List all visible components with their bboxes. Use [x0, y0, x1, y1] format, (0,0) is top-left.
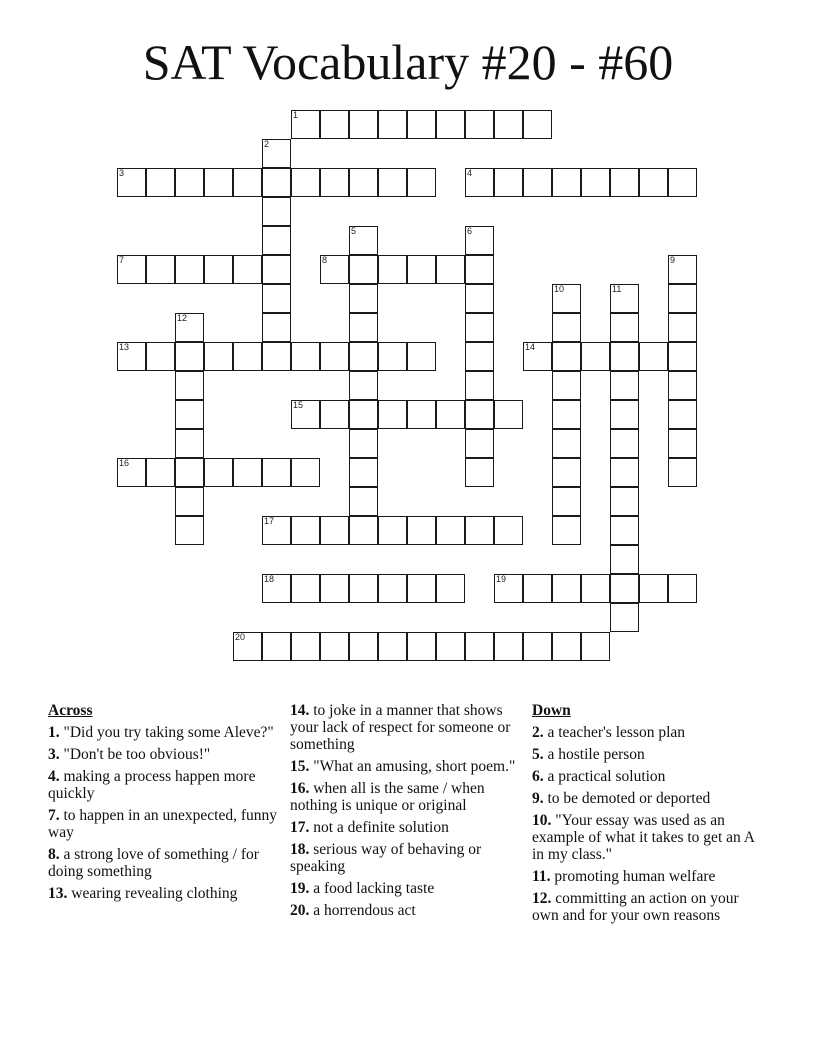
grid-cell[interactable] — [552, 371, 581, 400]
grid-cell[interactable] — [523, 110, 552, 139]
clue-item — [290, 758, 520, 775]
grid-cell[interactable] — [465, 429, 494, 458]
clue-number: 11 — [612, 284, 622, 294]
clues-column-across — [48, 702, 278, 907]
clue-number: 16 — [119, 458, 130, 468]
clue-item — [532, 868, 762, 885]
grid-cell[interactable] — [668, 313, 697, 342]
grid-cell[interactable] — [523, 632, 552, 661]
clue-number: 6 — [467, 226, 473, 236]
clue-number: 7 — [119, 255, 125, 265]
grid-cell[interactable] — [465, 371, 494, 400]
grid-cell[interactable] — [668, 168, 697, 197]
across-heading: Across — [48, 702, 93, 719]
clues-column-across-continued — [290, 702, 520, 924]
grid-cell[interactable] — [610, 284, 639, 313]
clue-item-number: 5. — [532, 746, 544, 763]
clue-item — [290, 902, 520, 919]
grid-cell[interactable] — [262, 313, 291, 342]
grid-cell[interactable] — [204, 168, 233, 197]
grid-cell[interactable] — [407, 168, 436, 197]
puzzle-title: SAT Vocabulary #20 - #60 — [142, 34, 674, 90]
clue-item — [48, 768, 278, 802]
grid-cell[interactable] — [668, 458, 697, 487]
grid-cell[interactable] — [378, 168, 407, 197]
grid-cell[interactable] — [552, 632, 581, 661]
grid-cell[interactable] — [349, 168, 378, 197]
grid-cell[interactable] — [175, 400, 204, 429]
clue-item — [290, 841, 520, 875]
clue-item-number: 1. — [48, 724, 60, 741]
clue-item — [290, 702, 520, 753]
grid-cell[interactable] — [117, 168, 146, 197]
grid-cell[interactable] — [117, 458, 146, 487]
grid-cell[interactable] — [291, 458, 320, 487]
grid-cell[interactable] — [349, 458, 378, 487]
grid-cell[interactable] — [407, 255, 436, 284]
grid-cell[interactable] — [407, 516, 436, 545]
grid-cell[interactable] — [291, 632, 320, 661]
clue-number: 19 — [496, 574, 507, 584]
down-heading: Down — [532, 702, 571, 719]
grid-cell[interactable] — [262, 255, 291, 284]
grid-cell[interactable] — [262, 197, 291, 226]
grid-cell[interactable] — [233, 342, 262, 371]
grid-cell[interactable] — [320, 516, 349, 545]
grid-cell[interactable] — [349, 371, 378, 400]
grid-cell[interactable] — [668, 342, 697, 371]
clue-number: 4 — [467, 168, 473, 178]
grid-cell[interactable] — [291, 342, 320, 371]
grid-cell[interactable] — [407, 342, 436, 371]
clue-item-text: wearing revealing clothing — [67, 885, 238, 902]
grid-cell[interactable] — [552, 516, 581, 545]
clue-item-text: to happen in an unexpected, funny way — [48, 807, 277, 841]
grid-cell[interactable] — [320, 110, 349, 139]
clue-item-text: "Your essay was used as an example of what it takes to get an A in my class." — [532, 812, 755, 863]
grid-cell[interactable] — [175, 487, 204, 516]
grid-cell[interactable] — [233, 458, 262, 487]
clue-number: 13 — [119, 342, 130, 352]
grid-cell[interactable] — [552, 284, 581, 313]
grid-cell[interactable] — [378, 255, 407, 284]
grid-cell[interactable] — [465, 400, 494, 429]
grid-cell[interactable] — [349, 255, 378, 284]
grid-cell[interactable] — [552, 313, 581, 342]
grid-cell[interactable] — [465, 284, 494, 313]
grid-cell[interactable] — [610, 574, 639, 603]
grid-cell[interactable] — [581, 574, 610, 603]
grid-cell[interactable] — [639, 342, 668, 371]
grid-cell[interactable] — [262, 226, 291, 255]
clue-number: 17 — [264, 516, 275, 526]
clue-item-text: serious way of behaving or speaking — [290, 841, 482, 875]
grid-cell[interactable] — [146, 255, 175, 284]
clue-item-text: "Don't be too obvious!" — [59, 746, 211, 763]
clue-item-text: when all is the same / when nothing is unique or original — [290, 780, 485, 814]
clue-number: 2 — [264, 139, 270, 149]
grid-cell[interactable] — [668, 429, 697, 458]
clue-item-number: 11. — [532, 868, 551, 885]
grid-cell[interactable] — [668, 400, 697, 429]
clue-item-number: 17. — [290, 819, 310, 836]
grid-cell[interactable] — [262, 574, 291, 603]
grid-cell[interactable] — [175, 255, 204, 284]
grid-cell[interactable] — [465, 255, 494, 284]
grid-cell[interactable] — [291, 168, 320, 197]
grid-cell[interactable] — [523, 574, 552, 603]
grid-cell[interactable] — [668, 284, 697, 313]
grid-cell[interactable] — [552, 458, 581, 487]
clue-item — [48, 885, 278, 902]
grid-cell[interactable] — [117, 342, 146, 371]
clue-item — [290, 780, 520, 814]
clue-number: 9 — [670, 255, 676, 265]
clue-item-text: to joke in a manner that shows your lack of respect for someone or something — [290, 702, 511, 753]
clue-number: 8 — [322, 255, 328, 265]
grid-cell[interactable] — [639, 168, 668, 197]
clue-item-number: 15. — [290, 758, 310, 775]
clue-item-text: making a process happen more quickly — [48, 768, 256, 802]
grid-cell[interactable] — [233, 168, 262, 197]
grid-cell[interactable] — [349, 574, 378, 603]
grid-cell[interactable] — [494, 168, 523, 197]
grid-cell[interactable] — [175, 371, 204, 400]
grid-cell[interactable] — [378, 632, 407, 661]
clues-column-down — [532, 702, 762, 929]
grid-cell[interactable] — [465, 110, 494, 139]
grid-cell[interactable] — [146, 458, 175, 487]
clue-item-number: 2. — [532, 724, 544, 741]
clue-item-text: a teacher's lesson plan — [543, 724, 686, 741]
grid-cell[interactable] — [146, 168, 175, 197]
clue-item-text: to be demoted or deported — [543, 790, 711, 807]
clue-item — [532, 790, 762, 807]
grid-cell[interactable] — [552, 487, 581, 516]
grid-cell[interactable] — [262, 139, 291, 168]
grid-cell[interactable] — [262, 168, 291, 197]
clue-item — [48, 807, 278, 841]
grid-cell[interactable] — [610, 516, 639, 545]
clue-number: 1 — [293, 110, 299, 120]
clue-item-number: 13. — [48, 885, 68, 902]
clue-item-number: 14. — [290, 702, 310, 719]
grid-cell[interactable] — [349, 342, 378, 371]
grid-cell[interactable] — [610, 458, 639, 487]
grid-cell[interactable] — [610, 168, 639, 197]
grid-cell[interactable] — [291, 400, 320, 429]
clue-item-number: 9. — [532, 790, 544, 807]
clue-item — [48, 846, 278, 880]
grid-cell[interactable] — [378, 110, 407, 139]
grid-cell[interactable] — [668, 371, 697, 400]
grid-cell[interactable] — [436, 632, 465, 661]
grid-cell[interactable] — [349, 429, 378, 458]
clue-item — [290, 880, 520, 897]
grid-cell[interactable] — [262, 458, 291, 487]
grid-cell[interactable] — [465, 516, 494, 545]
clue-item — [532, 724, 762, 741]
clue-item — [532, 768, 762, 785]
clue-item-number: 16. — [290, 780, 310, 797]
grid-cell[interactable] — [407, 574, 436, 603]
grid-cell[interactable] — [465, 632, 494, 661]
grid-cell[interactable] — [204, 342, 233, 371]
clue-item-text: a practical solution — [543, 768, 666, 785]
grid-cell[interactable] — [581, 632, 610, 661]
clue-item-text: not a definite solution — [309, 819, 449, 836]
grid-cell[interactable] — [117, 255, 146, 284]
grid-cell[interactable] — [291, 516, 320, 545]
grid-cell[interactable] — [262, 632, 291, 661]
grid-cell[interactable] — [494, 110, 523, 139]
clue-number: 12 — [177, 313, 188, 323]
grid-cell[interactable] — [204, 458, 233, 487]
grid-cell[interactable] — [436, 110, 465, 139]
grid-cell[interactable] — [494, 516, 523, 545]
grid-cell[interactable] — [668, 255, 697, 284]
clue-number: 5 — [351, 226, 357, 236]
grid-cell[interactable] — [320, 632, 349, 661]
grid-cell[interactable] — [436, 516, 465, 545]
grid-cell[interactable] — [262, 516, 291, 545]
grid-cell[interactable] — [349, 226, 378, 255]
clue-item-text: a strong love of something / for doing something — [48, 846, 259, 880]
grid-cell[interactable] — [552, 574, 581, 603]
grid-cell[interactable] — [175, 342, 204, 371]
clue-number: 18 — [264, 574, 275, 584]
clue-item-number: 4. — [48, 768, 60, 785]
clue-item-text: a hostile person — [543, 746, 645, 763]
clue-item-number: 12. — [532, 890, 552, 907]
grid-cell[interactable] — [320, 168, 349, 197]
grid-cell[interactable] — [175, 168, 204, 197]
grid-cell[interactable] — [175, 516, 204, 545]
clue-item-text: a horrendous act — [309, 902, 416, 919]
grid-cell[interactable] — [349, 313, 378, 342]
grid-cell[interactable] — [378, 342, 407, 371]
grid-cell[interactable] — [291, 110, 320, 139]
grid-cell[interactable] — [610, 487, 639, 516]
grid-cell[interactable] — [465, 313, 494, 342]
grid-cell[interactable] — [175, 458, 204, 487]
grid-cell[interactable] — [175, 313, 204, 342]
grid-cell[interactable] — [349, 632, 378, 661]
grid-cell[interactable] — [349, 400, 378, 429]
clue-item — [532, 746, 762, 763]
clue-item-number: 6. — [532, 768, 544, 785]
grid-cell[interactable] — [465, 458, 494, 487]
clue-item-number: 8. — [48, 846, 60, 863]
clue-item — [48, 724, 278, 741]
grid-cell[interactable] — [320, 342, 349, 371]
grid-cell[interactable] — [610, 545, 639, 574]
grid-cell[interactable] — [233, 255, 262, 284]
grid-cell[interactable] — [378, 574, 407, 603]
grid-cell[interactable] — [610, 313, 639, 342]
clue-number: 14 — [525, 342, 536, 352]
grid-cell[interactable] — [494, 632, 523, 661]
grid-cell[interactable] — [407, 632, 436, 661]
clue-item — [290, 819, 520, 836]
grid-cell[interactable] — [436, 400, 465, 429]
grid-cell[interactable] — [610, 342, 639, 371]
grid-cell[interactable] — [436, 255, 465, 284]
clue-item-number: 19. — [290, 880, 310, 897]
clue-item-text: promoting human welfare — [550, 868, 716, 885]
grid-cell[interactable] — [262, 284, 291, 313]
grid-cell[interactable] — [349, 284, 378, 313]
grid-cell[interactable] — [494, 574, 523, 603]
grid-cell[interactable] — [465, 226, 494, 255]
grid-cell[interactable] — [523, 168, 552, 197]
clue-item-text: "Did you try taking some Aleve?" — [59, 724, 274, 741]
grid-cell[interactable] — [668, 574, 697, 603]
grid-cell[interactable] — [552, 429, 581, 458]
grid-cell[interactable] — [610, 603, 639, 632]
grid-cell[interactable] — [378, 400, 407, 429]
grid-cell[interactable] — [523, 342, 552, 371]
grid-cell[interactable] — [552, 400, 581, 429]
grid-cell[interactable] — [465, 342, 494, 371]
grid-cell[interactable] — [581, 342, 610, 371]
clue-number: 20 — [235, 632, 246, 642]
clue-item-number: 18. — [290, 841, 310, 858]
clue-item-text: "What an amusing, short poem." — [309, 758, 516, 775]
grid-cell[interactable] — [175, 429, 204, 458]
clue-item-number: 7. — [48, 807, 60, 824]
clue-number: 3 — [119, 168, 125, 178]
grid-cell[interactable] — [291, 574, 320, 603]
grid-cell[interactable] — [581, 168, 610, 197]
grid-cell[interactable] — [610, 400, 639, 429]
clue-item — [48, 746, 278, 763]
clue-item — [532, 812, 762, 863]
clue-item-text: a food lacking taste — [309, 880, 435, 897]
clue-item-number: 10. — [532, 812, 552, 829]
grid-cell[interactable] — [436, 574, 465, 603]
grid-cell[interactable] — [349, 487, 378, 516]
clue-number: 10 — [554, 284, 565, 294]
grid-cell[interactable] — [320, 574, 349, 603]
grid-cell[interactable] — [407, 400, 436, 429]
grid-cell[interactable] — [349, 516, 378, 545]
grid-cell[interactable] — [552, 168, 581, 197]
clue-item-number: 3. — [48, 746, 60, 763]
grid-cell[interactable] — [610, 371, 639, 400]
grid-cell[interactable] — [552, 342, 581, 371]
clue-item-text: committing an action on your own and for your own reasons — [532, 890, 739, 924]
grid-cell[interactable] — [349, 110, 378, 139]
clue-number: 15 — [293, 400, 304, 410]
grid-cell[interactable] — [233, 632, 262, 661]
grid-cell[interactable] — [262, 342, 291, 371]
grid-cell[interactable] — [320, 255, 349, 284]
grid-cell[interactable] — [465, 168, 494, 197]
grid-cell[interactable] — [610, 429, 639, 458]
grid-cell[interactable] — [494, 400, 523, 429]
grid-cell[interactable] — [407, 110, 436, 139]
clue-item — [532, 890, 762, 924]
grid-cell[interactable] — [378, 516, 407, 545]
grid-cell[interactable] — [204, 255, 233, 284]
grid-cell[interactable] — [639, 574, 668, 603]
grid-cell[interactable] — [320, 400, 349, 429]
grid-cell[interactable] — [146, 342, 175, 371]
clue-item-number: 20. — [290, 902, 310, 919]
